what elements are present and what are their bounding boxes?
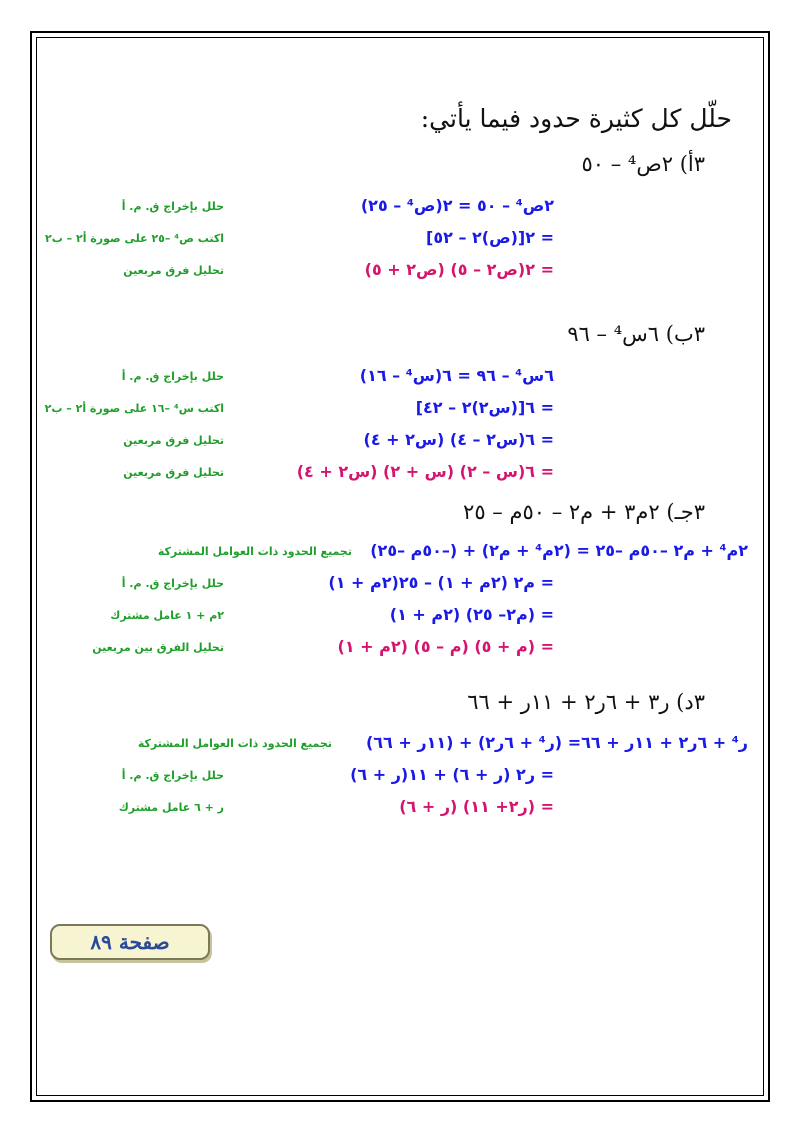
problem-3a-header: ٣أ) ٢ص⁴ – ٥٠ — [581, 152, 705, 176]
problem-3d-step-2: = ر٢ (ر + ٦) + ١١(ر + ٦) — [350, 765, 554, 784]
problem-3c-note-4: تحليل الفرق بين مربعين — [92, 641, 224, 654]
problem-3b-note-2: اكتب س⁴ –١٦ على صورة أ٢ – ب٢ — [44, 402, 224, 415]
problem-3a-step-1: ٢ص⁴ – ٥٠ = ٢(ص⁴ – ٢٥) — [360, 196, 554, 215]
problem-3c-step-2: = م٢ (٢م + ١) – ٢٥(٢م + ١) — [328, 573, 554, 592]
problem-3a-note-1: حلل بإخراج ق. م. أ — [121, 200, 224, 213]
problem-3d-step-1: ر⁴ + ٦ر٢ + ١١ر + ٦٦= (ر⁴ + ٦ر٢) + (١١ر + ٦٦) — [365, 733, 748, 752]
problem-3c-step-1: ٢م⁴ + م٢ –٥٠م –٢٥ = (٢م⁴ + م٢) + (–٥٠م –٢٥) — [370, 541, 748, 560]
problem-3d-step-3: = (ر٢+ ١١) (ر + ٦) — [399, 797, 554, 816]
problem-3d-note-1: تجميع الحدود ذات العوامل المشتركة — [137, 737, 332, 750]
problem-3d-note-3: ر + ٦ عامل مشترك — [118, 801, 224, 814]
problem-3b-step-2: = ٦[(س٢)٢ – ٤٢] — [415, 398, 554, 417]
problem-3b-step-4: = ٦(س – ٢) (س + ٢) (س٢ + ٤) — [296, 462, 554, 481]
page-number-label: صفحة ٨٩ — [90, 930, 170, 954]
problem-3c-note-2: حلل بإخراج ق. م. أ — [121, 577, 224, 590]
problem-3b-note-3: تحليل فرق مربعين — [123, 434, 224, 447]
problem-3a-note-3: تحليل فرق مربعين — [123, 264, 224, 277]
problem-3b-step-3: = ٦(س٢ – ٤) (س٢ + ٤) — [363, 430, 554, 449]
problem-3c-header: ٣جـ) ٢م٣ + م٢ – ٥٠م – ٢٥ — [463, 500, 705, 524]
page-number-badge — [50, 924, 210, 960]
problem-3b-note-1: حلل بإخراج ق. م. أ — [121, 370, 224, 383]
problem-3d-note-2: حلل بإخراج ق. م. أ — [121, 769, 224, 782]
problem-3b-header: ٣ب) ٦س⁴ – ٩٦ — [567, 322, 705, 346]
problem-3a-step-2: = ٢[(ص)٢ – ٥٢] — [426, 228, 554, 247]
problem-3d-header: ٣د) ر٣ + ٦ر٢ + ١١ر + ٦٦ — [467, 690, 705, 714]
problem-3c-note-1: تجميع الحدود ذات العوامل المشتركة — [157, 545, 352, 558]
exercise-title: حلّل كل كثيرة حدود فيما يأتي: — [420, 104, 732, 133]
problem-3b-note-4: تحليل فرق مربعين — [123, 466, 224, 479]
problem-3c-step-3: = (م٢– ٢٥) (٢م + ١) — [389, 605, 554, 624]
problem-3c-step-4: = (م + ٥) (م – ٥) (٢م + ١) — [337, 637, 554, 656]
problem-3b-step-1: ٦س⁴ – ٩٦ = ٦(س⁴ – ١٦) — [359, 366, 554, 385]
problem-3a-note-2: اكتب ص⁴ –٢٥ على صورة أ٢ – ب٢ — [45, 232, 224, 245]
problem-3c-note-3: ٢م + ١ عامل مشترك — [110, 609, 224, 622]
problem-3a-step-3: = ٢(ص٢ – ٥) (ص٢ + ٥) — [364, 260, 554, 279]
